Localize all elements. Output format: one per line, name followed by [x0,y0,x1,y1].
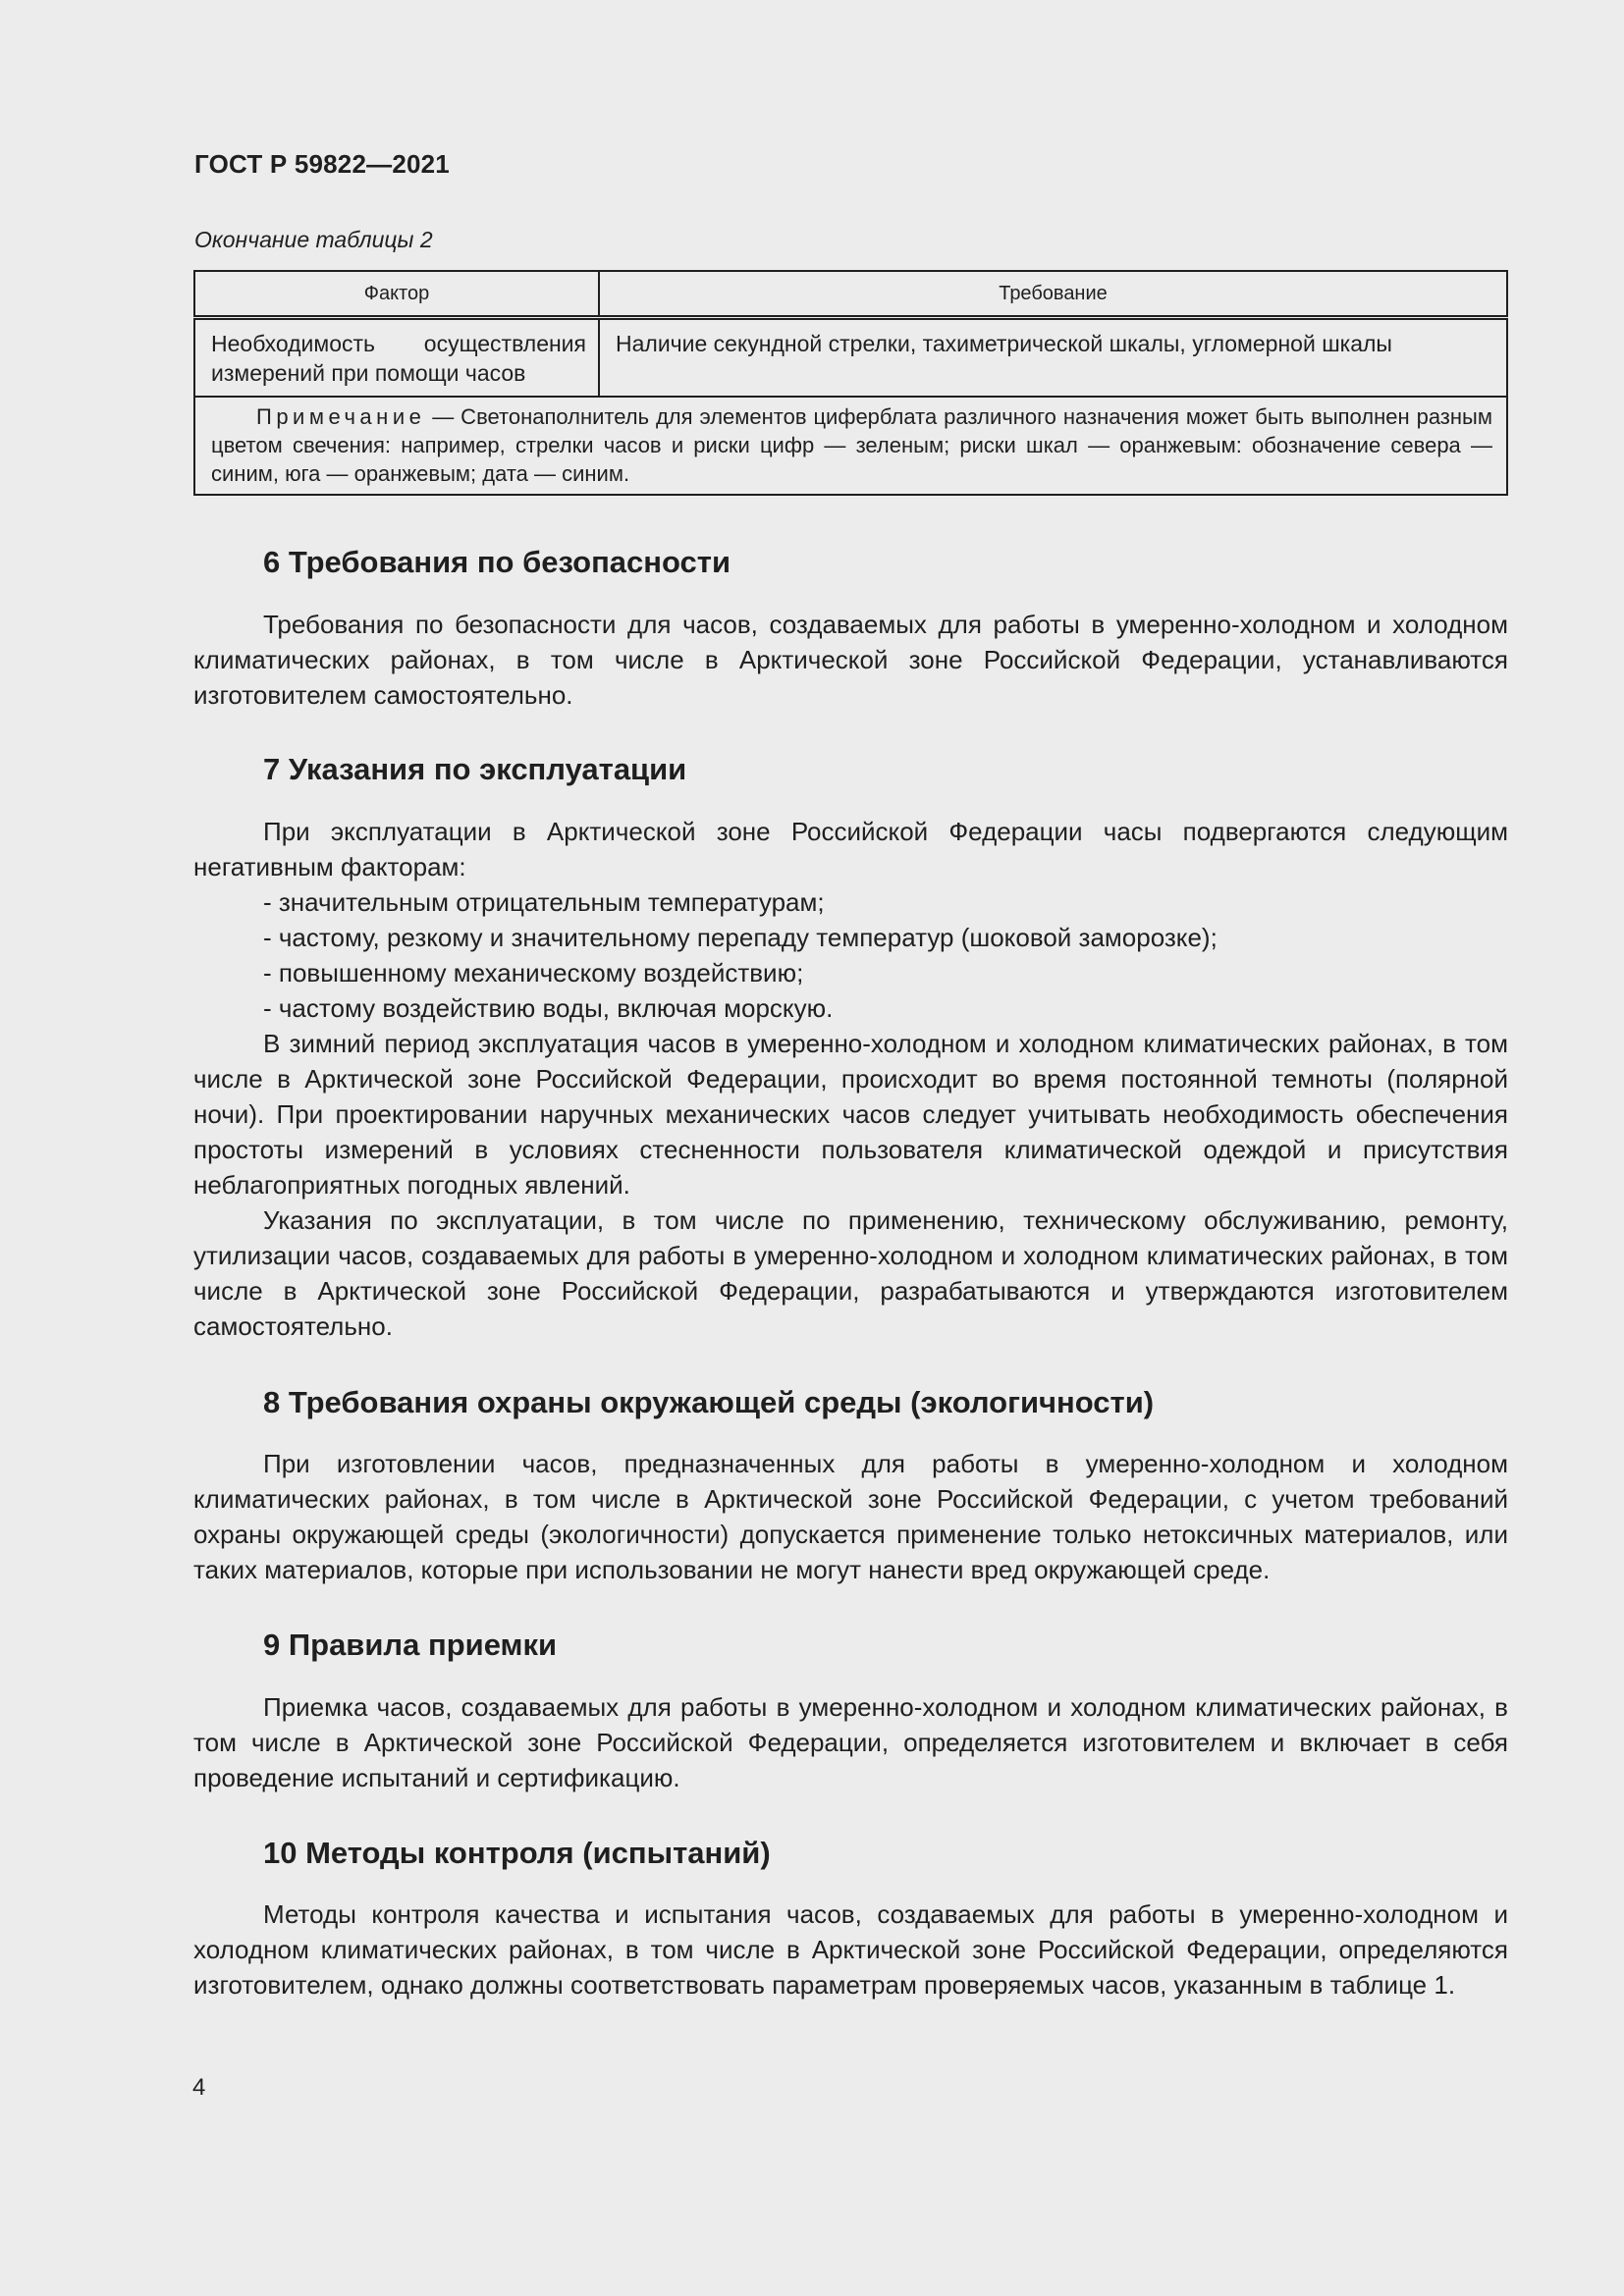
requirement-cell: Наличие секундной стрелки, тахиметрической шкалы, угломерной шкалы [599,318,1507,398]
section-8-body [193,1446,1508,1587]
section-6-heading: 6 Требования по безопасности [263,545,731,579]
paragraph: Требования по безопасности для часов, создаваемых для работы в умеренно-холодном и холодном климатических районах, в том числе в Арктической зоне Российской Федерации, устанавливаются изготовителем самостоятельно. [193,610,1508,710]
paragraph: Приемка часов, создаваемых для работы в умеренно-холодном и холодном климатических районах, в том числе в Арктической зоне Российской Федерации, определяется изготовителем и включает в себя проведение испытаний и сертификацию. [193,1692,1508,1792]
table-note-cell [194,397,1507,495]
section-7-body [193,814,1508,1344]
section-10-body [193,1896,1508,2002]
document-code: ГОСТ Р 59822—2021 [194,149,450,179]
column-header-factor: Фактор [194,271,599,318]
paragraph: Методы контроля качества и испытания часов, создаваемых для работы в умеренно-холодном и холодном климатических районах, в том числе в Арктической зоне Российской Федерации, определяются изготовителем, однако должны соответствовать параметрам проверяемых часов, указанным в таблице 1. [193,1899,1508,2000]
table-caption: Окончание таблицы 2 [194,227,433,252]
section-7-heading: 7 Указания по эксплуатации [263,752,687,786]
paragraph: При эксплуатации в Арктической зоне Российской Федерации часы подвергаются следующим негативным факторам: [193,817,1508,881]
paragraph: Указания по эксплуатации, в том числе по применению, техническому обслуживанию, ремонту, утилизации часов, создаваемых для работы в умеренно-холодном и холодном климатических районах, в том числе в Арктической зоне Российской Федерации, разрабатываются и утверждаются изготовителем самостоятельно. [193,1205,1508,1341]
section-10-heading: 10 Методы контроля (испытаний) [263,1836,771,1870]
paragraph: В зимний период эксплуатация часов в умеренно-холодном и холодном климатических районах, в том числе в Арктической зоне Российской Федерации, происходит во время постоянной темноты (полярной ночи). При проектировании наручных механических часов следует учитывать необходимость обеспечения простоты измерений в условиях стесненности пользователя климатической одеждой и присутствия неблагоприятных погодных явлений. [193,1029,1508,1200]
section-8-heading: 8 Требования охраны окружающей среды (экологичности) [263,1385,1155,1419]
note-label: Примечание [256,404,426,429]
factor-cell: Необходимость осуществления измерений при помощи часов [194,318,599,398]
list-item: - повышенному механическому воздействию; [263,958,804,988]
table-row [194,318,1507,398]
table-note-row [194,397,1507,495]
list-item: - частому, резкому и значительному перепаду температур (шоковой заморозке); [263,923,1218,952]
column-header-requirement: Требование [599,271,1507,318]
page-number: 4 [192,2074,206,2101]
note-text: — Светонаполнитель для элементов циферблата различного назначения может быть выполнен разным цветом свечения: например, стрелки часов и риски цифр — зеленым; риски шкал — оранжевым: обозначение севера — синим, юга — оранжевым; дата — синим. [211,404,1492,486]
paragraph: При изготовлении часов, предназначенных для работы в умеренно-холодном и холодном климатических районах, в том числе в Арктической зоне Российской Федерации, с учетом требований охраны окружающей среды (экологичности) допускается применение только нетоксичных материалов, или таких материалов, которые при использовании не могут нанести вред окружающей среде. [193,1449,1508,1584]
table-header-row [194,271,1507,318]
section-6-body [193,607,1508,713]
section-9-heading: 9 Правила приемки [263,1628,558,1662]
list-item: - значительным отрицательным температурам; [263,887,825,917]
section-9-body [193,1689,1508,1795]
list-item: - частому воздействию воды, включая морскую. [263,993,834,1023]
requirements-table [193,270,1508,496]
